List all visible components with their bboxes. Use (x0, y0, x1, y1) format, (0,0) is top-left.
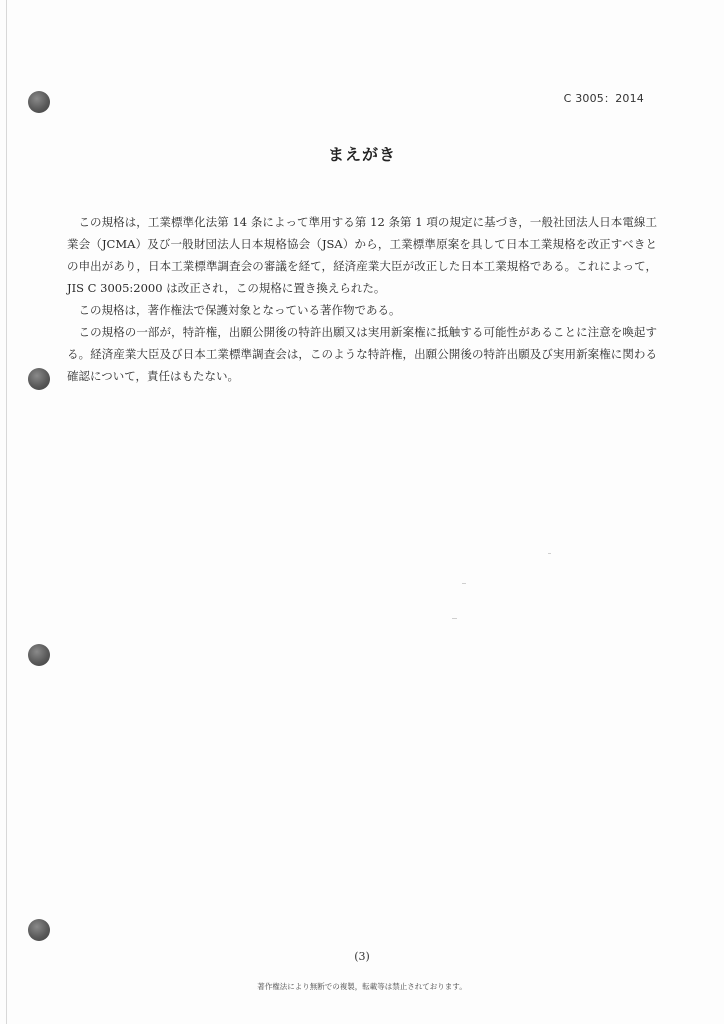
punch-hole-icon (28, 919, 50, 941)
page-number: (3) (354, 950, 370, 963)
scan-speck (452, 618, 457, 619)
copyright-notice: 著作権法により無断での複製，転載等は禁止されております。 (257, 982, 467, 991)
punch-hole-icon (28, 368, 50, 390)
foreword-body (67, 211, 657, 387)
paragraph-patent: この規格の一部が，特許権，出願公開後の特許出願又は実用新案権に抵触する可能性があることに注意を喚起する。経済産業大臣及び日本工業標準調査会は，このような特許権，出願公開後の特許出願及び実用新案権に関わる確認について，責任はもたない。 (67, 325, 657, 383)
page-title: まえがき (327, 145, 396, 164)
punch-hole-icon (28, 91, 50, 113)
paragraph-copyright: この規格は，著作権法で保護対象となっている著作物である。 (78, 303, 401, 317)
scan-speck (462, 583, 466, 584)
scan-speck (548, 553, 551, 554)
paragraph-revision: この規格は，工業標準化法第 14 条によって準用する第 12 条第 1 項の規定に基づき，一般社団法人日本電線工業会（JCMA）及び一般財団法人日本規格協会（JSA）から，工業標準原案を具して日本工業規格を改正すべきとの申出があり，日本工業標準調査会の審議を経て，経済産業大臣が改正した日本工業規格である。これによって，JIS C 3005:2000 は改正され，この規格に置き換えられた。 (67, 215, 658, 295)
punch-hole-icon (28, 644, 50, 666)
standard-number: C 3005：2014 (563, 92, 644, 105)
